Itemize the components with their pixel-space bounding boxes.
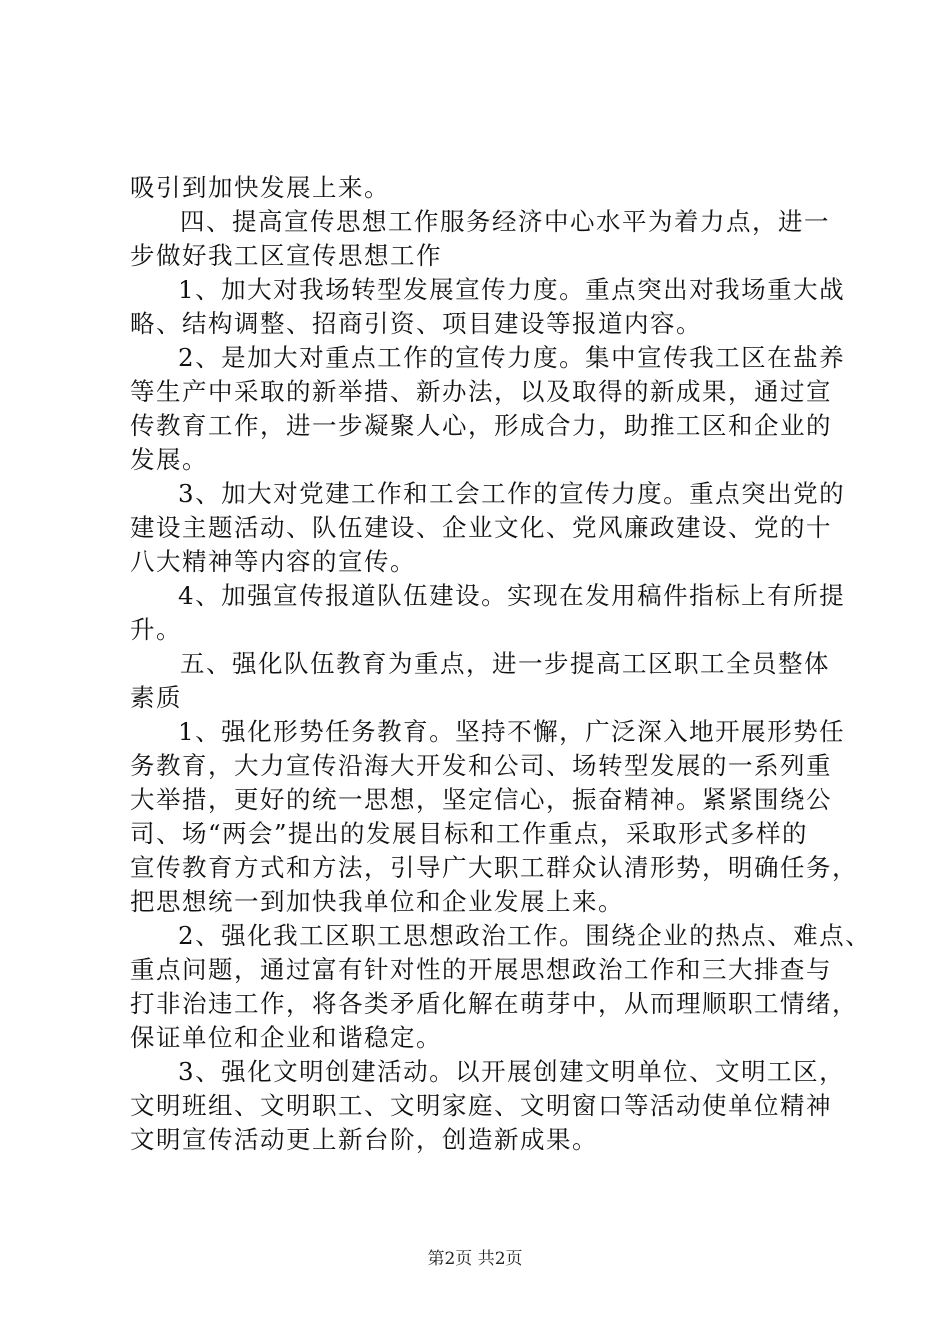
text-line: 大举措，更好的统一思想，坚定信心，振奋精神。紧紧围绕公 bbox=[130, 785, 832, 814]
text-line: 文明班组、文明职工、文明家庭、文明窗口等活动使单位精神 bbox=[130, 1091, 832, 1120]
text-line: 升。 bbox=[130, 615, 182, 644]
text-line: 建设主题活动、队伍建设、企业文化、党风廉政建设、党的十 bbox=[130, 513, 832, 542]
text-line: 1、强化形势任务教育。坚持不懈，广泛深入地开展形势任 bbox=[178, 717, 846, 746]
text-line: 打非治违工作，将各类矛盾化解在萌芽中，从而理顺职工情绪， bbox=[130, 989, 858, 1018]
text-line: 步做好我工区宣传思想工作 bbox=[130, 241, 442, 270]
page-number-footer: 第2页 共2页 bbox=[427, 1249, 523, 1269]
text-line: 3、强化文明创建活动。以开展创建文明单位、文明工区， bbox=[178, 1057, 846, 1086]
text-line: 吸引到加快发展上来。 bbox=[130, 173, 390, 202]
text-line: 保证单位和企业和谐稳定。 bbox=[130, 1023, 442, 1052]
text-line: 略、结构调整、招商引资、项目建设等报道内容。 bbox=[130, 309, 702, 338]
text-line: 传教育工作，进一步凝聚人心，形成合力，助推工区和企业的 bbox=[130, 411, 832, 440]
text-line: 宣传教育方式和方法，引导广大职工群众认清形势，明确任务， bbox=[130, 853, 858, 882]
section-heading-4: 四、提高宣传思想工作服务经济中心水平为着力点，进一 bbox=[180, 207, 830, 236]
section-heading-5: 五、强化队伍教育为重点，进一步提高工区职工全员整体 bbox=[180, 649, 830, 678]
text-line: 八大精神等内容的宣传。 bbox=[130, 547, 416, 576]
text-line: 司、场“两会”提出的发展目标和工作重点，采取形式多样的 bbox=[130, 819, 809, 848]
text-line: 重点问题，通过富有针对性的开展思想政治工作和三大排查与 bbox=[130, 955, 832, 984]
text-line: 1、加大对我场转型发展宣传力度。重点突出对我场重大战 bbox=[178, 275, 846, 304]
text-line: 4、加强宣传报道队伍建设。实现在发用稿件指标上有所提 bbox=[178, 581, 846, 610]
text-line: 务教育，大力宣传沿海大开发和公司、场转型发展的一系列重 bbox=[130, 751, 832, 780]
text-line: 等生产中采取的新举措、新办法，以及取得的新成果，通过宣 bbox=[130, 377, 832, 406]
text-line: 2、强化我工区职工思想政治工作。围绕企业的热点、难点、 bbox=[178, 921, 872, 950]
text-line: 素质 bbox=[130, 683, 182, 712]
text-line: 2、是加大对重点工作的宣传力度。集中宣传我工区在盐养 bbox=[178, 343, 846, 372]
text-line: 发展。 bbox=[130, 445, 208, 474]
text-line: 3、加大对党建工作和工会工作的宣传力度。重点突出党的 bbox=[178, 479, 846, 508]
text-line: 把思想统一到加快我单位和企业发展上来。 bbox=[130, 887, 624, 916]
text-line: 文明宣传活动更上新台阶，创造新成果。 bbox=[130, 1125, 598, 1154]
